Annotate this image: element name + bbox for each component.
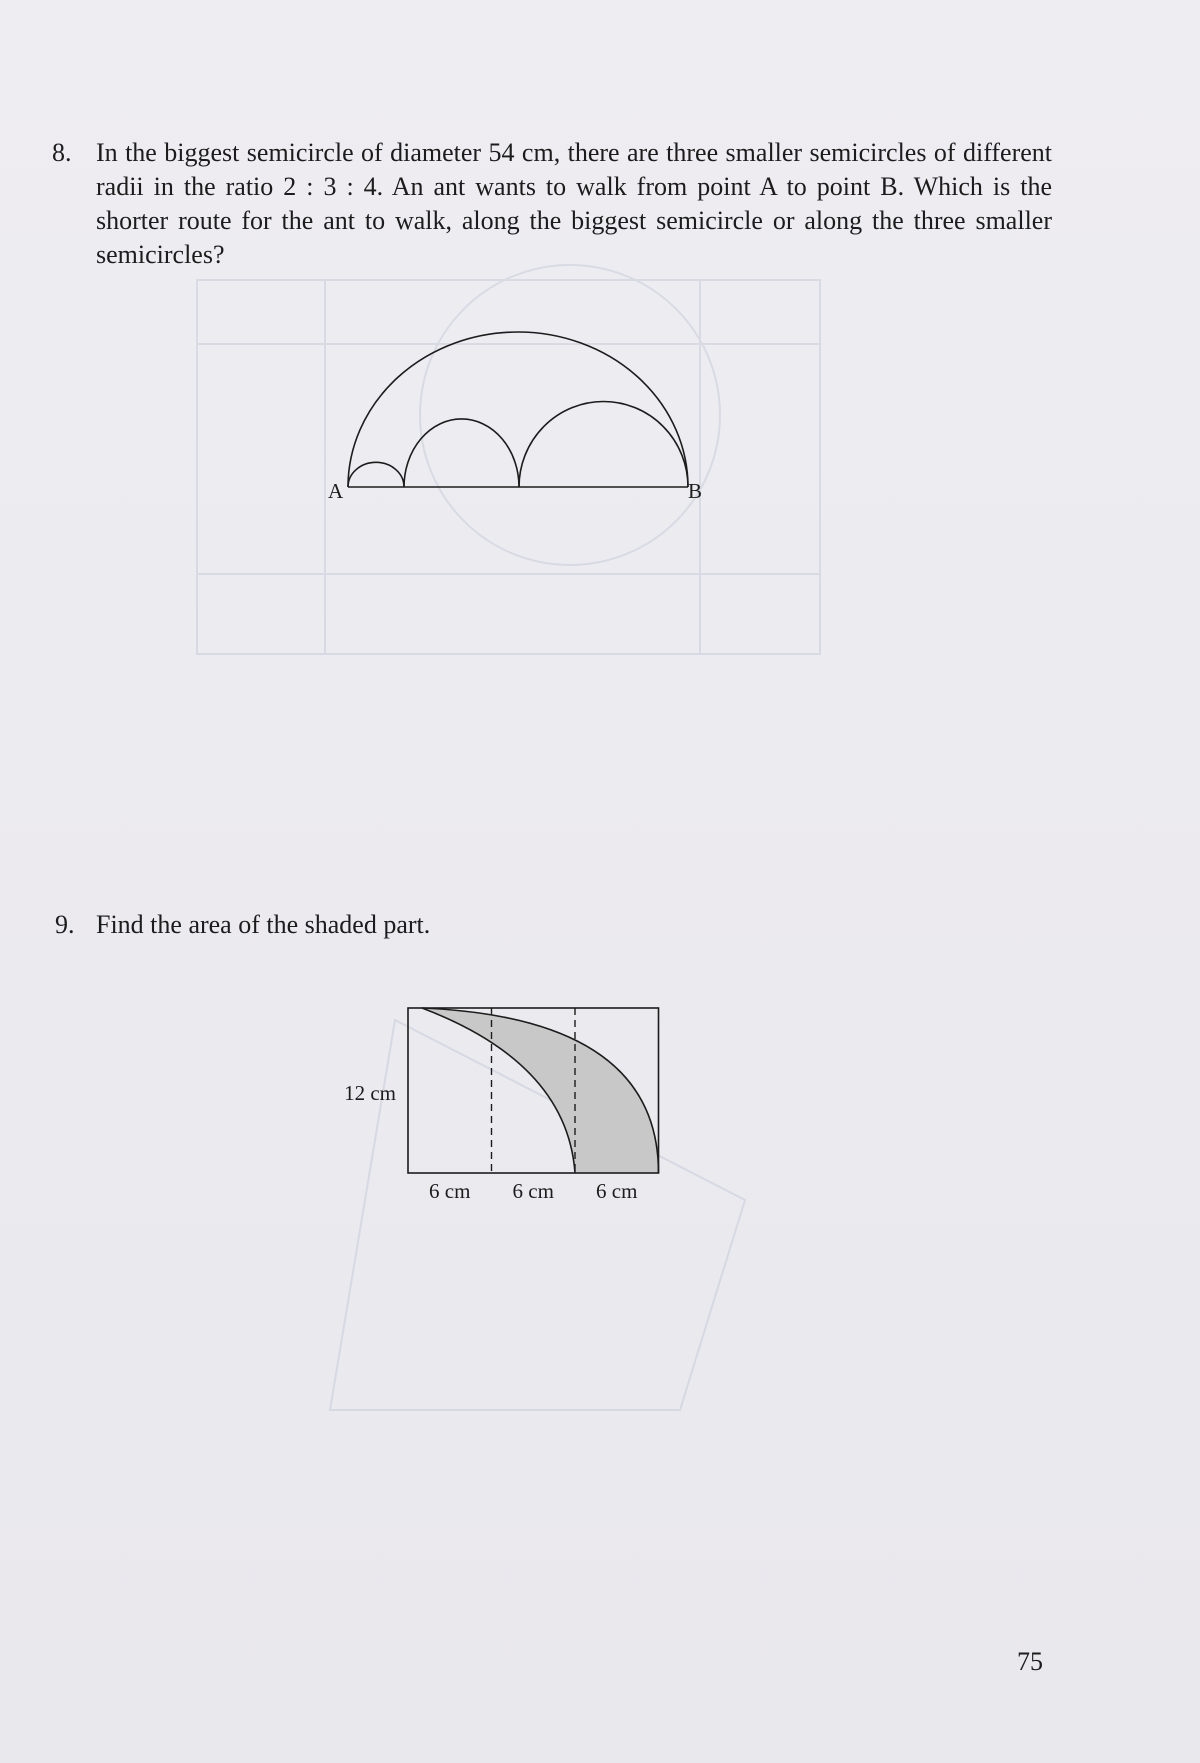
point-b-label: B <box>688 479 703 503</box>
question-8-number: 8. <box>52 138 72 167</box>
width-label-3: 6 cm <box>596 1179 638 1203</box>
large-semicircle <box>348 332 688 487</box>
shaded-region <box>422 1008 659 1173</box>
question-9-text: Find the area of the shaded part. <box>96 910 431 939</box>
small-semicircle-3 <box>519 401 688 487</box>
shaded-area-figure <box>330 1000 690 1210</box>
point-a-label: A <box>328 479 344 503</box>
page-number: 75 <box>1017 1647 1043 1676</box>
small-semicircle-1 <box>348 462 404 487</box>
question-8-text: In the biggest semicircle of diameter 54 cm, there are three smaller semicircles of different radii in the ratio 2 : 3 : 4. An ant wants to walk from point A to point B. Which is the shorter route for the ant to walk, along the biggest semicircle or along the three smaller semicircles? <box>96 138 1052 269</box>
height-label: 12 cm <box>344 1081 396 1105</box>
width-label-1: 6 cm <box>429 1179 471 1203</box>
semicircle-figure <box>320 315 710 505</box>
small-semicircle-2 <box>404 419 519 487</box>
width-label-2: 6 cm <box>512 1179 554 1203</box>
question-9-number: 9. <box>55 910 75 939</box>
